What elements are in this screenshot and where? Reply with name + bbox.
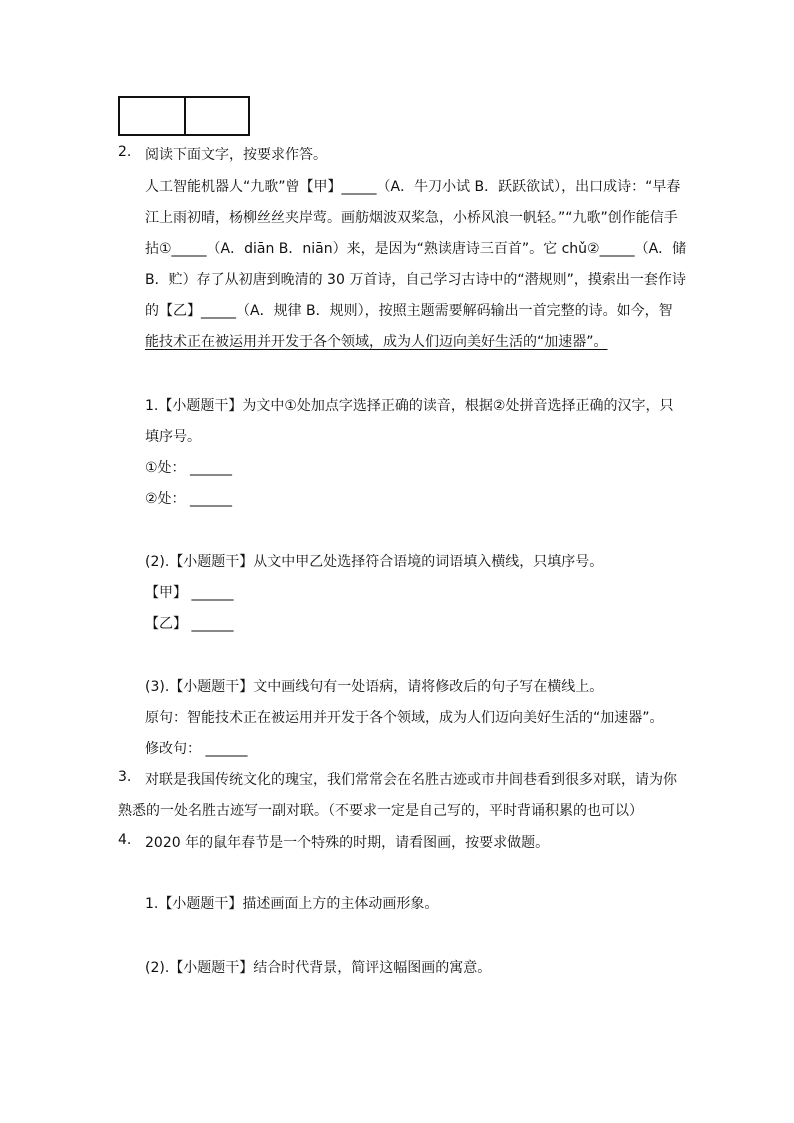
q4-sub1: 1.【小题题干】描述画面上方的主体动画形象。 [145,896,439,912]
q2-sub1-answer-2: ②处： ______ [145,491,233,507]
q2-sub1-prompt-line-2: 填序号。 [145,429,201,445]
q3-number: 3. [118,769,132,785]
q3-line-2: 熟悉的一处名胜古迹写一副对联。（不要求一定是自己写的，平时背诵积累的也可以） [118,803,643,819]
q4-number: 4. [118,832,132,848]
q2-sub3-original: 原句：智能技术正在被运用并开发于各个领域，成为人们迈向美好生活的“加速器”。 [145,710,664,726]
answer-box-2 [184,96,250,136]
q2-sub3-prompt: (3).【小题题干】文中画线句有一处语病，请将修改后的句子写在横线上。 [145,679,604,695]
q2-sub2-answer-yi: 【乙】 ______ [145,616,234,632]
q2-sub1-answer-1: ①处： ______ [145,460,233,476]
q2-passage-line-6-underlined: 能技术正在被运用并开发于各个领域，成为人们迈向美好生活的“加速器”。 [145,334,608,350]
q2-sub1-prompt-line-1: 1.【小题题干】为文中①处加点字选择正确的读音，根据②处拼音选择正确的汉字，只 [145,398,674,414]
q2-sub3-revised: 修改句： ______ [145,741,248,757]
q2-instruction: 阅读下面文字，按要求作答。 [145,147,327,163]
q2-number: 2. [118,144,132,160]
q2-sub2-prompt: (2).【小题题干】从文中甲乙处选择符合语境的词语填入横线，只填序号。 [145,554,604,570]
q4-line-1: 2020 年的鼠年春节是一个特殊的时期，请看图画，按要求做题。 [145,835,550,851]
answer-box-1 [118,96,186,136]
q2-passage-line-4: B．贮）存了从初唐到晚清的 30 万首诗，自己学习古诗中的“潜规则”，摸索出一套作诗 [145,272,686,288]
q4-sub2: (2).【小题题干】结合时代背景，简评这幅图画的寓意。 [145,960,492,976]
q2-passage-line-3: 拈①_____（A．diān B．niān）来，是因为“熟读唐诗三百首”。它 chǔ②_____（A．储 [145,241,687,257]
q3-line-1: 对联是我国传统文化的瑰宝，我们常常会在名胜古迹或市井闾巷看到很多对联，请为你 [145,772,677,788]
q2-passage-line-1: 人工智能机器人“九歌”曾【甲】_____（A．牛刀小试 B．跃跃欲试），出口成诗：“早春 [145,179,681,195]
q2-passage-line-2: 江上雨初晴，杨柳丝丝夹岸莺。画舫烟波双桨急，小桥风浪一帆轻。”“九歌”创作能信手 [145,210,678,226]
q2-passage-line-5: 的【乙】_____（A．规律 B．规则），按照主题需要解码输出一首完整的诗。如今，智 [145,303,673,319]
q2-sub2-answer-jia: 【甲】 ______ [145,585,234,601]
